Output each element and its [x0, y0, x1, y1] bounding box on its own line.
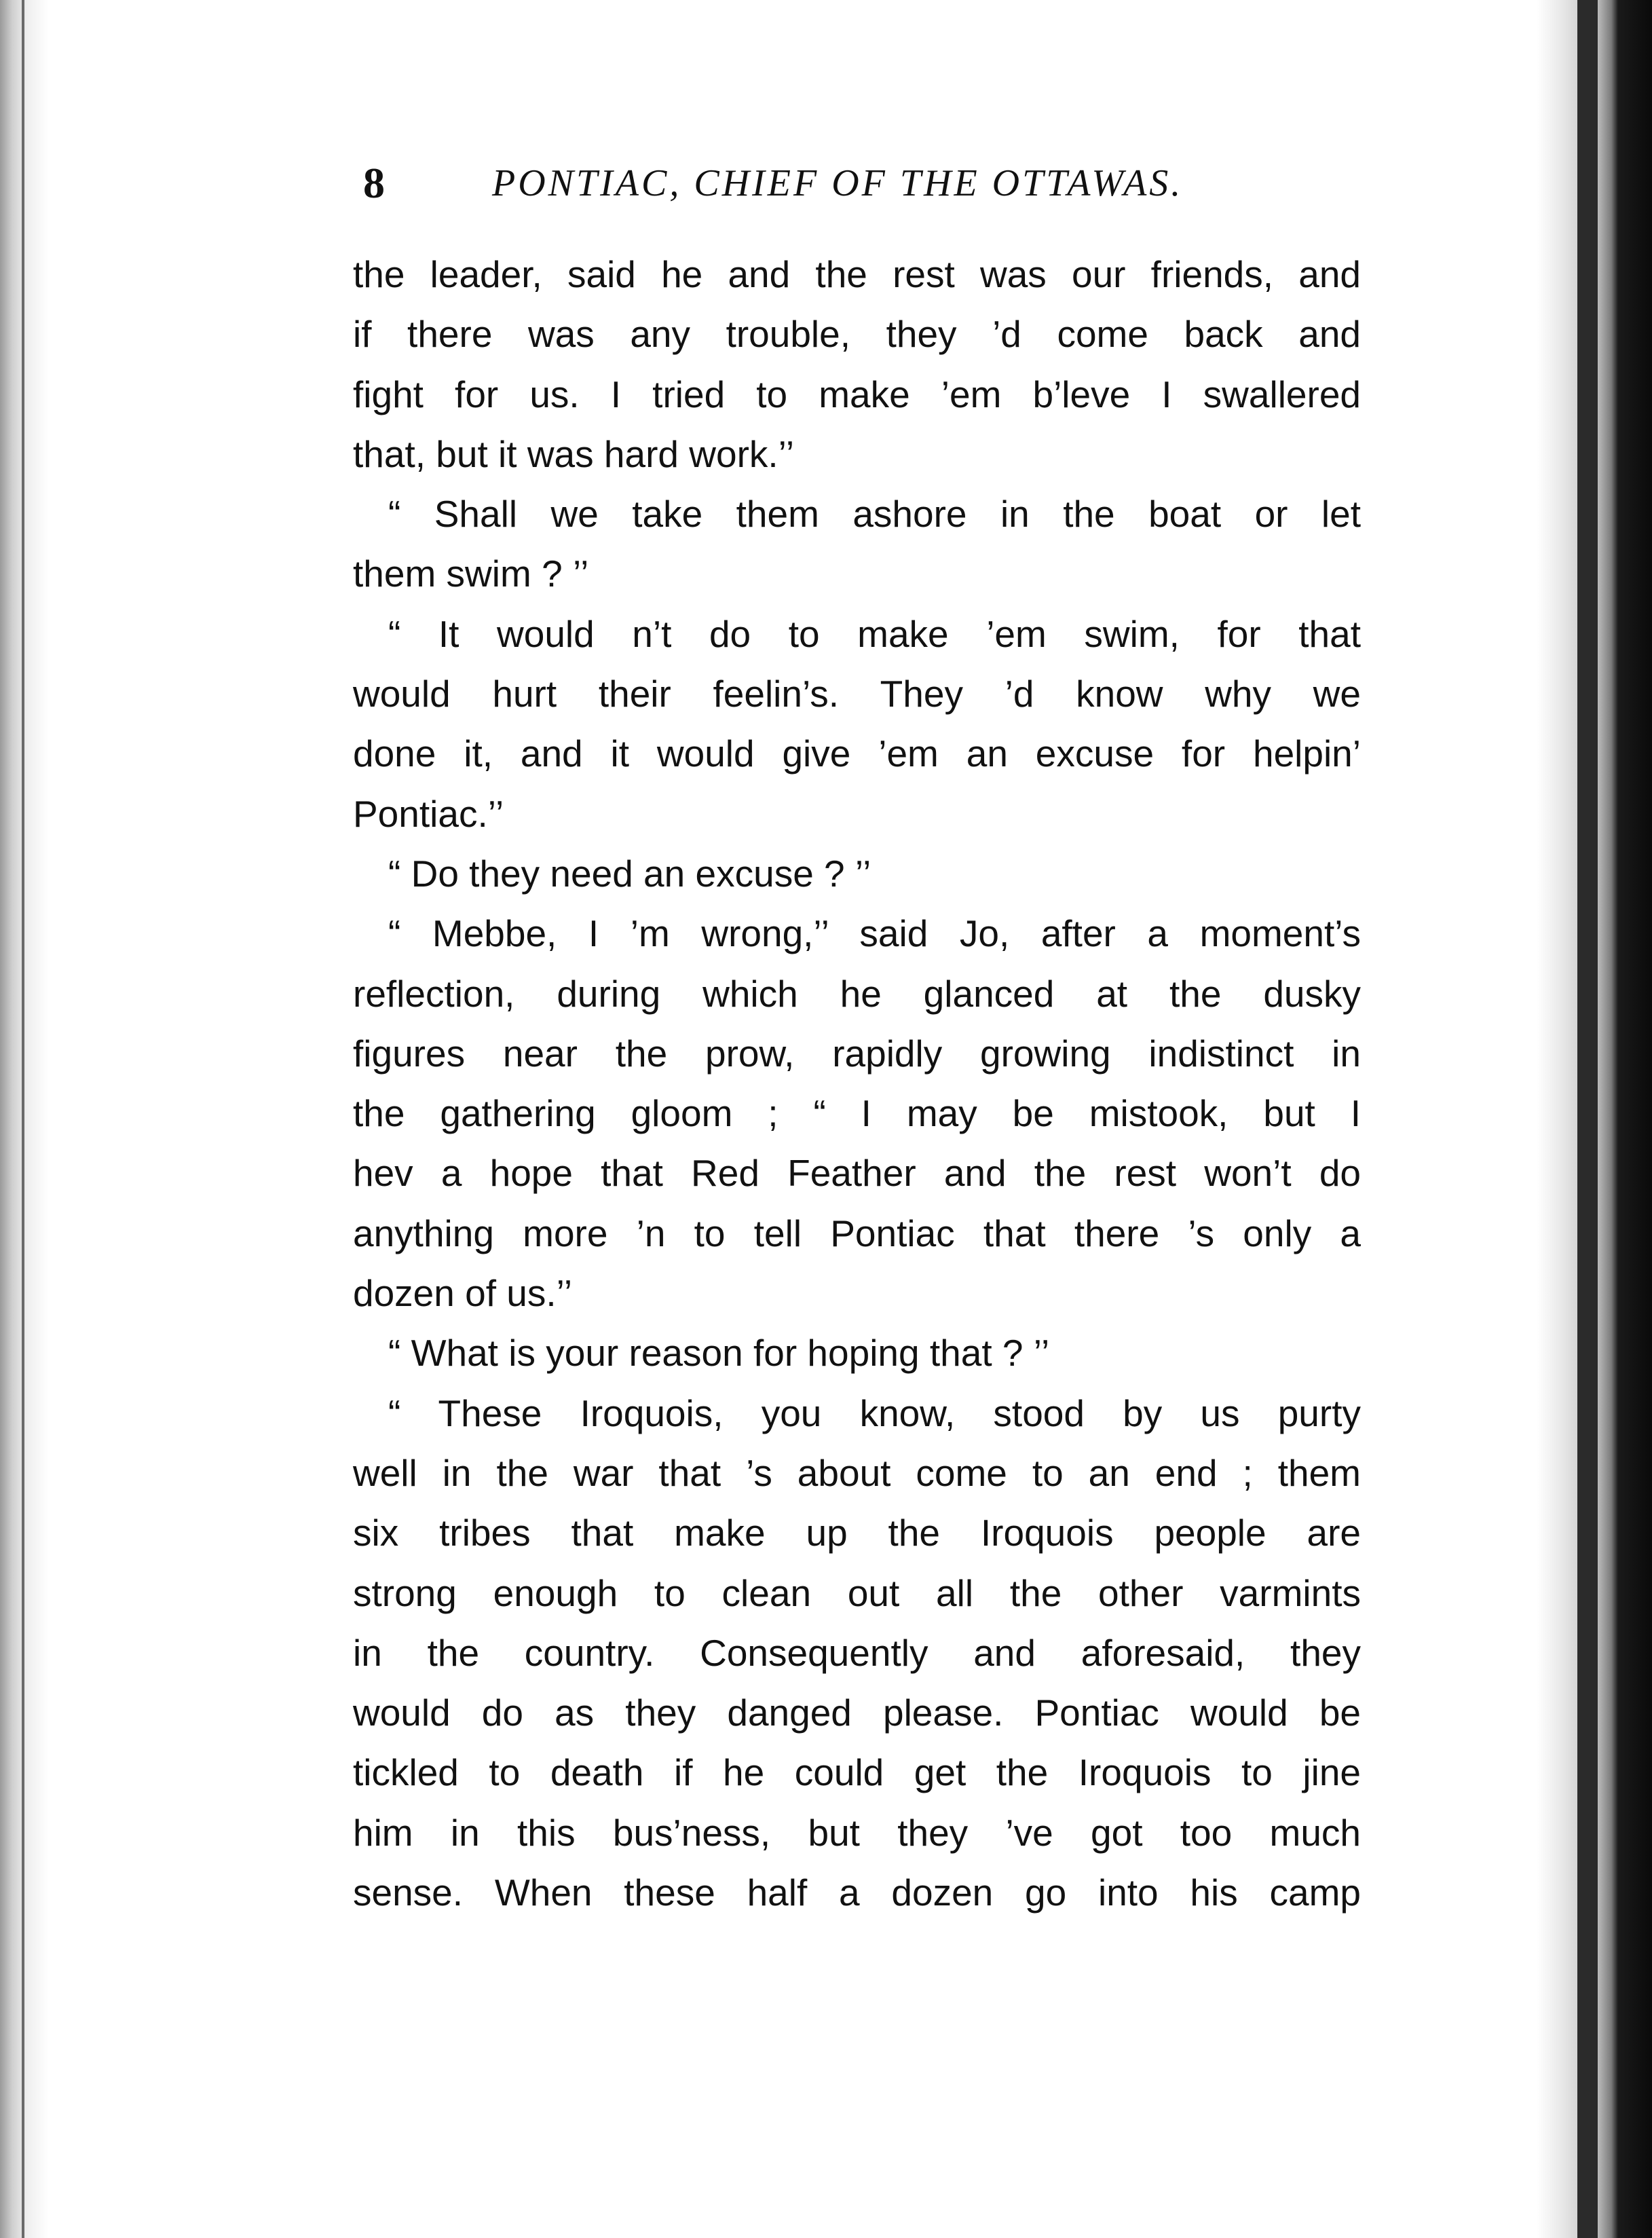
text-line: figures near the prow, rapidly growing indistinct in	[353, 1032, 1361, 1075]
text-line: sense. When these half a dozen go into his camp	[353, 1871, 1361, 1914]
left-page-edge	[0, 0, 49, 2238]
text-line: them swim ? ’’	[353, 553, 589, 595]
text-line: dozen of us.’’	[353, 1272, 573, 1315]
text-line: him in this bus’ness, but they ’ve got too much	[353, 1811, 1361, 1854]
text-line: in the country. Consequently and aforesaid, they	[353, 1631, 1361, 1674]
text-line: if there was any trouble, they ’d come back and	[353, 313, 1361, 356]
text-line: fight for us. I tried to make ’em b’leve I swallered	[353, 373, 1361, 415]
text-line: well in the war that ’s about come to an end ; them	[353, 1451, 1361, 1494]
text-line: the gathering gloom ; “ I may be mistook, but I	[353, 1092, 1361, 1135]
page-number: 8	[363, 159, 385, 207]
text-line: “ Do they need an excuse ? ’’	[388, 852, 871, 895]
text-line: strong enough to clean out all the other varmints	[353, 1571, 1361, 1614]
running-head	[363, 153, 1422, 214]
text-line: “ Shall we take them ashore in the boat or let	[388, 493, 1361, 536]
right-edge-strip	[1577, 0, 1598, 2238]
text-line: six tribes that make up the Iroquois people are	[353, 1512, 1361, 1554]
text-line: done it, and it would give ’em an excuse for helpin’	[353, 732, 1361, 775]
text-line: “ These Iroquois, you know, stood by us purty	[388, 1392, 1361, 1434]
text-line: the leader, said he and the rest was our friends, and	[353, 253, 1361, 295]
text-line: anything more ’n to tell Pontiac that there ’s only a	[353, 1212, 1361, 1254]
text-line: would do as they danged please. Pontiac would be	[353, 1692, 1361, 1734]
text-line: “ What is your reason for hoping that ? ’’	[388, 1332, 1050, 1375]
gutter-line	[22, 0, 24, 2238]
text-line: hev a hope that Red Feather and the rest won’t do	[353, 1152, 1361, 1195]
text-line: that, but it was hard work.’’	[353, 432, 795, 475]
body-text	[353, 244, 1361, 1922]
text-line: Pontiac.’’	[353, 792, 504, 835]
text-line: reflection, during which he glanced at the dusky	[353, 972, 1361, 1015]
text-line: tickled to death if he could get the Iroquois to jine	[353, 1751, 1361, 1794]
text-line: would hurt their feelin’s. They ’d know why we	[353, 673, 1361, 715]
running-title: PONTIAC, CHIEF OF THE OTTAWAS.	[492, 162, 1184, 204]
text-line: “ Mebbe, I ’m wrong,’’ said Jo, after a moment’s	[388, 912, 1361, 955]
text-line: “ It would n’t do to make ’em swim, for that	[388, 612, 1361, 655]
